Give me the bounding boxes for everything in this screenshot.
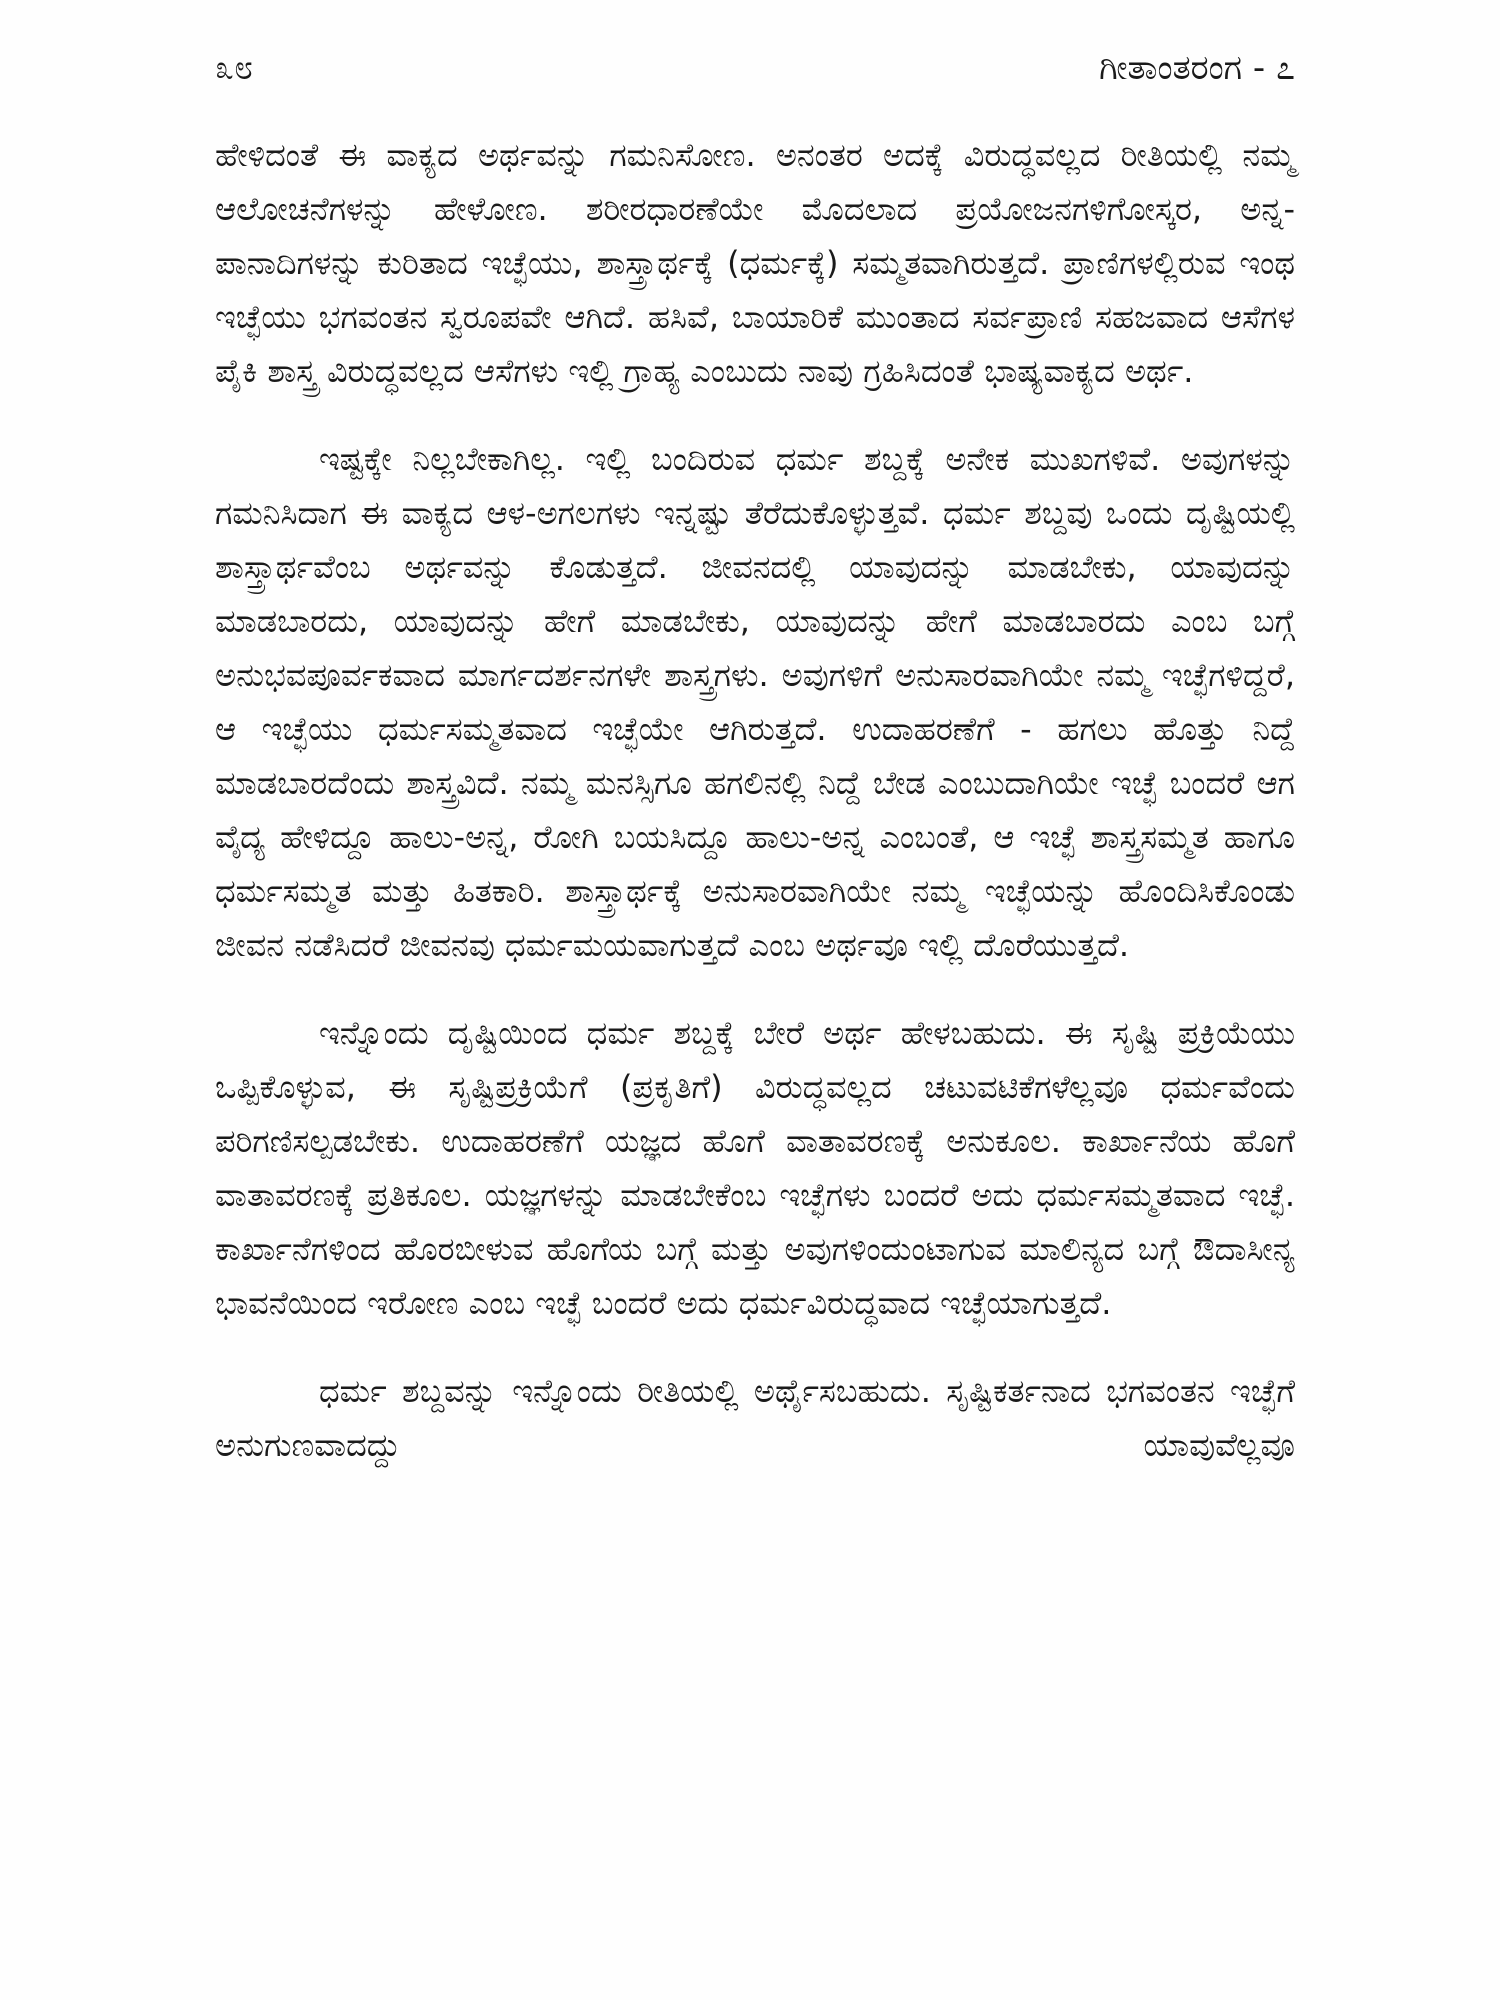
paragraph-3: ಇನ್ನೊಂದು ದೃಷ್ಟಿಯಿಂದ ಧರ್ಮ ಶಬ್ದಕ್ಕೆ ಬೇರೆ ಅರ್ಥ ಹೇಳಬಹುದು. ಈ ಸೃಷ್ಟಿ ಪ್ರಕ್ರಿಯೆಯು ಒಪ್ಪಿಕೊಳ್ಳುವ, ಈ ಸೃಷ್ಟಿಪ್ರಕ್ರಿಯೆಗೆ (ಪ್ರಕೃತಿಗೆ) ವಿರುದ್ಧವಲ್ಲದ ಚಟುವಟಿಕೆಗಳೆಲ್ಲವೂ ಧರ್ಮವೆಂದು ಪರಿಗಣಿಸಲ್ಪಡಬೇಕು. ಉದಾಹರಣೆಗೆ ಯಜ್ಞದ ಹೊಗೆ ವಾತಾವರಣಕ್ಕೆ ಅನುಕೂಲ. ಕಾರ್ಖಾನೆಯ ಹೊಗೆ ವಾತಾವರಣಕ್ಕೆ ಪ್ರತಿಕೂಲ. ಯಜ್ಞಗಳನ್ನು ಮಾಡಬೇಕೆಂಬ ಇಚ್ಛೆಗಳು ಬಂದರೆ ಅದು ಧರ್ಮಸಮ್ಮತವಾದ ಇಚ್ಛೆ. ಕಾರ್ಖಾನೆಗಳಿಂದ ಹೊರಬೀಳುವ ಹೊಗೆಯ ಬಗ್ಗೆ ಮತ್ತು ಅವುಗಳಿಂದುಂಟಾಗುವ ಮಾಲಿನ್ಯದ ಬಗ್ಗೆ ಔದಾಸೀನ್ಯ ಭಾವನೆಯಿಂದ ಇರೋಣ ಎಂಬ ಇಚ್ಛೆ ಬಂದರೆ ಅದು ಧರ್ಮವಿರುದ್ಧವಾದ ಇಚ್ಛೆಯಾಗುತ್ತದೆ. [215, 1014, 1295, 1322]
body-text [215, 128, 1295, 1472]
paragraph-4: ಧರ್ಮ ಶಬ್ದವನ್ನು ಇನ್ನೊಂದು ರೀತಿಯಲ್ಲಿ ಅರ್ಥೈಸಬಹುದು. ಸೃಷ್ಟಿಕರ್ತನಾದ ಭಗವಂತನ ಇಚ್ಛೆಗೆ ಅನುಗುಣವಾದದ್ದು ಯಾವುವೆಲ್ಲವೂ [215, 1372, 1295, 1464]
page-header [215, 38, 1295, 98]
paragraph-1: ಹೇಳಿದಂತೆ ಈ ವಾಕ್ಯದ ಅರ್ಥವನ್ನು ಗಮನಿಸೋಣ. ಅನಂತರ ಅದಕ್ಕೆ ವಿರುದ್ಧವಲ್ಲದ ರೀತಿಯಲ್ಲಿ ನಮ್ಮ ಆಲೋಚನೆಗಳನ್ನು ಹೇಳೋಣ. ಶರೀರಧಾರಣೆಯೇ ಮೊದಲಾದ ಪ್ರಯೋಜನಗಳಿಗೋಸ್ಕರ, ಅನ್ನ-ಪಾನಾದಿಗಳನ್ನು ಕುರಿತಾದ ಇಚ್ಛೆಯು, ಶಾಸ್ತ್ರಾರ್ಥಕ್ಕೆ (ಧರ್ಮಕ್ಕೆ) ಸಮ್ಮತವಾಗಿರುತ್ತದೆ. ಪ್ರಾಣಿಗಳಲ್ಲಿರುವ ಇಂಥ ಇಚ್ಛೆಯು ಭಗವಂತನ ಸ್ವರೂಪವೇ ಆಗಿದೆ. ಹಸಿವೆ, ಬಾಯಾರಿಕೆ ಮುಂತಾದ ಸರ್ವಪ್ರಾಣಿ ಸಹಜವಾದ ಆಸೆಗಳ ಪೈಕಿ ಶಾಸ್ತ್ರ ವಿರುದ್ಧವಲ್ಲದ ಆಸೆಗಳು ಇಲ್ಲಿ ಗ್ರಾಹ್ಯ ಎಂಬುದು ನಾವು ಗ್ರಹಿಸಿದಂತೆ ಭಾಷ್ಯವಾಕ್ಯದ ಅರ್ಥ. [215, 136, 1295, 390]
running-title: ಗೀತಾಂತರಂಗ - ೭ [1099, 48, 1295, 88]
paragraph-2: ಇಷ್ಟಕ್ಕೇ ನಿಲ್ಲಬೇಕಾಗಿಲ್ಲ. ಇಲ್ಲಿ ಬಂದಿರುವ ಧರ್ಮ ಶಬ್ದಕ್ಕೆ ಅನೇಕ ಮುಖಗಳಿವೆ. ಅವುಗಳನ್ನು ಗಮನಿಸಿದಾಗ ಈ ವಾಕ್ಯದ ಆಳ-ಅಗಲಗಳು ಇನ್ನಷ್ಟು ತೆರೆದುಕೊಳ್ಳುತ್ತವೆ. ಧರ್ಮ ಶಬ್ದವು ಒಂದು ದೃಷ್ಟಿಯಲ್ಲಿ ಶಾಸ್ತ್ರಾರ್ಥವೆಂಬ ಅರ್ಥವನ್ನು ಕೊಡುತ್ತದೆ. ಜೀವನದಲ್ಲಿ ಯಾವುದನ್ನು ಮಾಡಬೇಕು, ಯಾವುದನ್ನು ಮಾಡಬಾರದು, ಯಾವುದನ್ನು ಹೇಗೆ ಮಾಡಬೇಕು, ಯಾವುದನ್ನು ಹೇಗೆ ಮಾಡಬಾರದು ಎಂಬ ಬಗ್ಗೆ ಅನುಭವಪೂರ್ವಕವಾದ ಮಾರ್ಗದರ್ಶನಗಳೇ ಶಾಸ್ತ್ರಗಳು. ಅವುಗಳಿಗೆ ಅನುಸಾರವಾಗಿಯೇ ನಮ್ಮ ಇಚ್ಛೆಗಳಿದ್ದರೆ, ಆ ಇಚ್ಛೆಯು ಧರ್ಮಸಮ್ಮತವಾದ ಇಚ್ಛೆಯೇ ಆಗಿರುತ್ತದೆ. ಉದಾಹರಣೆಗೆ - ಹಗಲು ಹೊತ್ತು ನಿದ್ದೆ ಮಾಡಬಾರದೆಂದು ಶಾಸ್ತ್ರವಿದೆ. ನಮ್ಮ ಮನಸ್ಸಿಗೂ ಹಗಲಿನಲ್ಲಿ ನಿದ್ದೆ ಬೇಡ ಎಂಬುದಾಗಿಯೇ ಇಚ್ಛೆ ಬಂದರೆ ಆಗ ವೈದ್ಯ ಹೇಳಿದ್ದೂ ಹಾಲು-ಅನ್ನ, ರೋಗಿ ಬಯಸಿದ್ದೂ ಹಾಲು-ಅನ್ನ ಎಂಬಂತೆ, ಆ ಇಚ್ಛೆ ಶಾಸ್ತ್ರಸಮ್ಮತ ಹಾಗೂ ಧರ್ಮಸಮ್ಮತ ಮತ್ತು ಹಿತಕಾರಿ. ಶಾಸ್ತ್ರಾರ್ಥಕ್ಕೆ ಅನುಸಾರವಾಗಿಯೇ ನಮ್ಮ ಇಚ್ಛೆಯನ್ನು ಹೊಂದಿಸಿಕೊಂಡು ಜೀವನ ನಡೆಸಿದರೆ ಜೀವನವು ಧರ್ಮಮಯವಾಗುತ್ತದೆ ಎಂಬ ಅರ್ಥವೂ ಇಲ್ಲಿ ದೊರೆಯುತ್ತದೆ. [215, 440, 1295, 964]
page-number: ೩೮ [215, 48, 254, 88]
